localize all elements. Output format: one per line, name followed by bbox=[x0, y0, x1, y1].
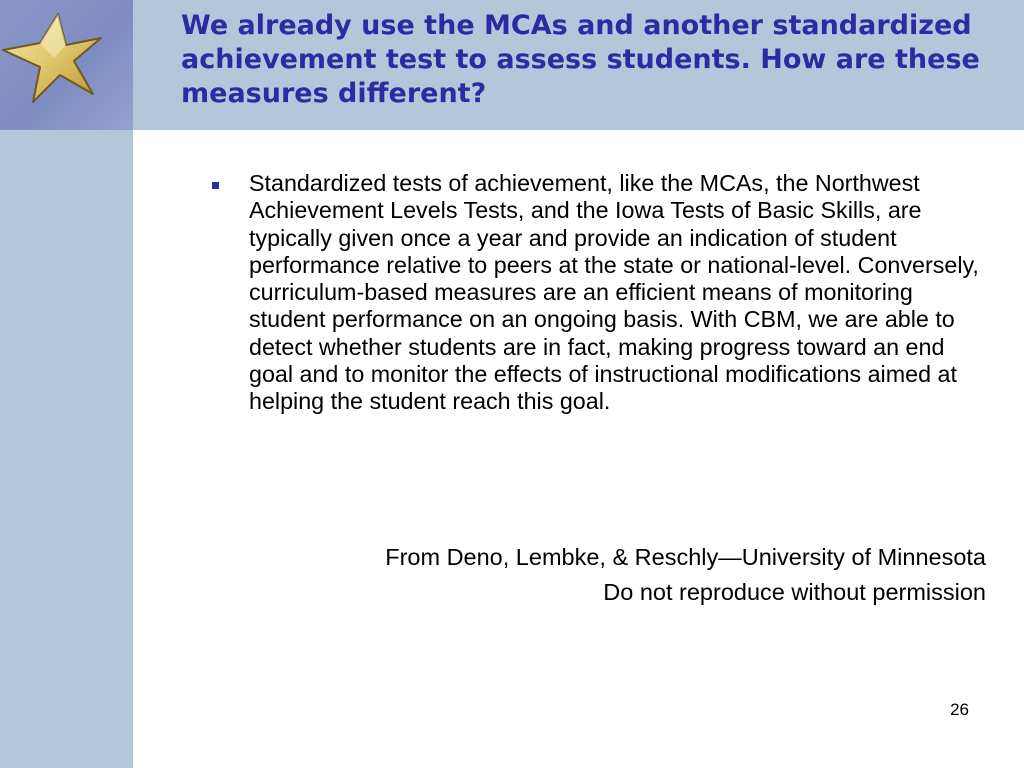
credit-line-source: From Deno, Lembke, & Reschly—University of Minnesota bbox=[385, 544, 986, 570]
credit-line-permission: Do not reproduce without permission bbox=[603, 579, 986, 605]
bullet-text: Standardized tests of achievement, like the MCAs, the Northwest Achievement Levels Tests, and the Iowa Tests of Basic Skills, are typically given once a year and provide an indication of student performance relative to peers at the state or national-level. Conversely, curriculum-based measures are an efficient means of monitoring student performance on an ongoing basis. With CBM, we are able to detect whether students are in fact, making progress toward an end goal and to monitor the effects of instructional modifications aimed at helping the student reach this goal. bbox=[249, 170, 979, 415]
slide-number: 26 bbox=[950, 700, 969, 719]
star-logo bbox=[0, 0, 133, 130]
slide-title: We already use the MCAs and another standardized achievement test to assess students. How are these measures different? bbox=[181, 10, 980, 109]
square-bullet-icon bbox=[212, 182, 219, 189]
left-sidebar-band bbox=[0, 130, 133, 768]
gold-star-icon bbox=[0, 0, 133, 130]
